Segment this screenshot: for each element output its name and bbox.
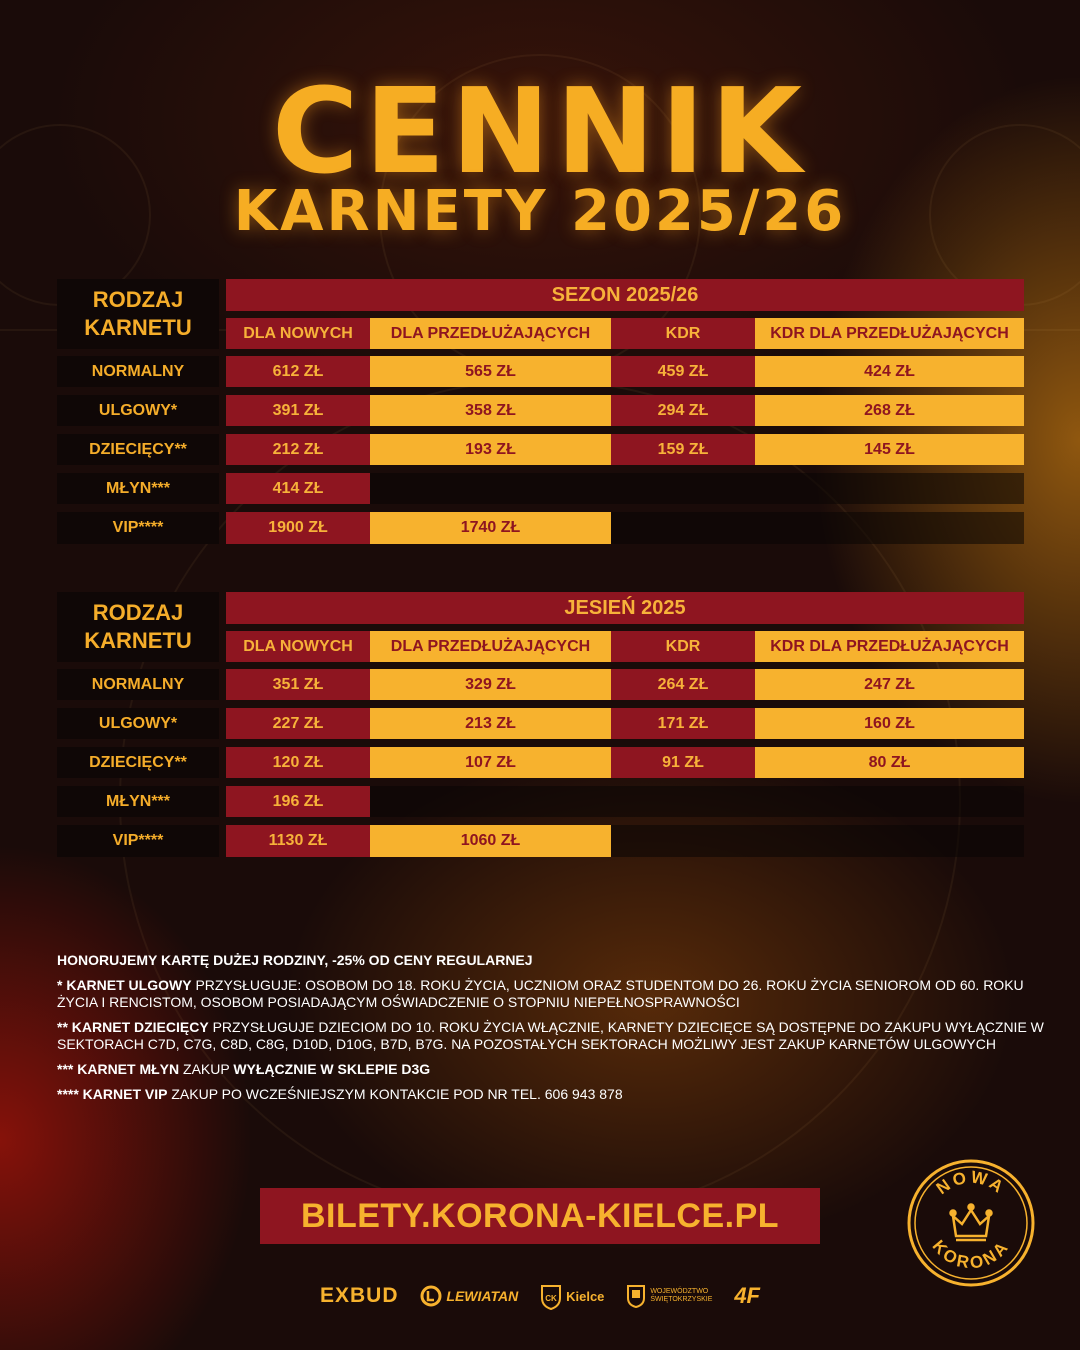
empty-cell <box>611 825 1024 857</box>
sponsor-4f-logo: 4F <box>734 1283 760 1308</box>
row-label: VIP**** <box>57 512 219 544</box>
kielce-crest-letters: CK <box>545 1294 557 1303</box>
price-cell: 196 ZŁ <box>226 786 370 817</box>
price-cell: 159 ZŁ <box>611 434 755 465</box>
kielce-crest-icon <box>540 1282 562 1310</box>
price-cell: 171 ZŁ <box>611 708 755 739</box>
sponsor-lewiatan-logo: LEWIATAN <box>420 1285 518 1307</box>
price-cell: 565 ZŁ <box>370 356 611 387</box>
note-mlyn: *** KARNET MŁYN ZAKUP WYŁĄCZNIE W SKLEPIE D3G <box>57 1061 431 1077</box>
price-cell: 91 ZŁ <box>611 747 755 778</box>
price-cell: 414 ZŁ <box>226 473 370 504</box>
price-cell: 227 ZŁ <box>226 708 370 739</box>
row-label: DZIECIĘCY** <box>57 747 219 778</box>
footnotes <box>57 952 1047 1111</box>
row-label: MŁYN*** <box>57 786 219 817</box>
price-cell: 1740 ZŁ <box>370 512 611 544</box>
svg-text:KORONA <box>929 1236 1014 1272</box>
price-cell: 358 ZŁ <box>370 395 611 426</box>
price-table-season <box>57 279 1024 544</box>
column-header: KDR <box>611 318 755 349</box>
price-cell: 1060 ZŁ <box>370 825 611 857</box>
badge-bottom-text: KORONA <box>928 1236 1014 1273</box>
row-label: NORMALNY <box>57 669 219 700</box>
price-cell: 329 ZŁ <box>370 669 611 700</box>
price-cell: 294 ZŁ <box>611 395 755 426</box>
price-cell: 1130 ZŁ <box>226 825 370 857</box>
note-dzieciecy: ** KARNET DZIECIĘCY PRZYSŁUGUJE DZIECIOM DO 10. ROKU ŻYCIA WŁĄCZNIE, KARNETY DZIECIĘCE SĄ DOSTĘPNE DO ZAKUPU WYŁĄCZNIE W SEKTORACH C7D, C7G, C8D, C8G, D10D, D10G, B7D, B7G. NA POZOSTAŁYCH SEKTORACH MOŻLIWY JEST ZAKUP KARNETÓW ULGOWYCH <box>57 1019 1044 1052</box>
empty-cell <box>370 786 1024 817</box>
price-cell: 1900 ZŁ <box>226 512 370 544</box>
row-label: ULGOWY* <box>57 395 219 426</box>
row-label: VIP**** <box>57 825 219 857</box>
price-cell: 247 ZŁ <box>755 669 1024 700</box>
column-header: DLA NOWYCH <box>226 631 370 662</box>
price-cell: 612 ZŁ <box>226 356 370 387</box>
badge-top-text: NOWA <box>932 1167 1010 1199</box>
note-ulgowy: * KARNET ULGOWY PRZYSŁUGUJE: OSOBOM DO 18. ROKU ŻYCIA, UCZNIOM ORAZ STUDENTOM DO 26. ROKU ŻYCIA SENIOROM OD 60. ROKU ŻYCIA I RENCISTOM, OSOBOM POSIADAJĄCYM OŚWIADCZENIE O STOPNIU NIEPEŁNOSPRAWNOŚCI <box>57 977 1024 1010</box>
sponsor-wojewodztwo-logo: WOJEWÓDZTWO ŚWIĘTOKRZYSKIE <box>626 1284 712 1308</box>
column-header: KDR <box>611 631 755 662</box>
note-vip: **** KARNET VIP ZAKUP PO WCZEŚNIEJSZYM KONTAKCIE POD NR TEL. 606 943 878 <box>57 1086 623 1102</box>
sponsor-bar <box>320 1276 760 1316</box>
column-header: DLA PRZEDŁUŻAJĄCYCH <box>370 318 611 349</box>
season-header: SEZON 2025/26 <box>226 279 1024 311</box>
row-label: ULGOWY* <box>57 708 219 739</box>
type-header: RODZAJ KARNETU <box>57 279 219 349</box>
sponsor-kielce-logo: CK Kielce <box>540 1282 604 1310</box>
price-cell: 193 ZŁ <box>370 434 611 465</box>
sponsor-exbud-logo: EXBUD <box>320 1284 399 1307</box>
row-label: NORMALNY <box>57 356 219 387</box>
row-label: MŁYN*** <box>57 473 219 504</box>
price-cell: 80 ZŁ <box>755 747 1024 778</box>
price-cell: 145 ZŁ <box>755 434 1024 465</box>
price-cell: 424 ZŁ <box>755 356 1024 387</box>
type-header: RODZAJ KARNETU <box>57 592 219 662</box>
price-cell: 120 ZŁ <box>226 747 370 778</box>
column-header: DLA NOWYCH <box>226 318 370 349</box>
lewiatan-icon <box>420 1285 442 1307</box>
price-cell: 160 ZŁ <box>755 708 1024 739</box>
empty-cell <box>370 473 1024 504</box>
price-cell: 351 ZŁ <box>226 669 370 700</box>
price-cell: 212 ZŁ <box>226 434 370 465</box>
tickets-url-link[interactable]: BILETY.KORONA-KIELCE.PL <box>260 1188 820 1244</box>
price-cell: 268 ZŁ <box>755 395 1024 426</box>
note-kdr: HONORUJEMY KARTĘ DUŻEJ RODZINY, -25% OD CENY REGULARNEJ <box>57 952 533 968</box>
price-cell: 213 ZŁ <box>370 708 611 739</box>
page-subtitle: KARNETY 2025/26 <box>233 179 847 244</box>
empty-cell <box>611 512 1024 544</box>
column-header: KDR DLA PRZEDŁUŻAJĄCYCH <box>755 318 1024 349</box>
season-header: JESIEŃ 2025 <box>226 592 1024 624</box>
svg-text:NOWA <box>933 1167 1009 1198</box>
page-title: CENNIK <box>271 62 809 200</box>
price-cell: 391 ZŁ <box>226 395 370 426</box>
column-header: KDR DLA PRZEDŁUŻAJĄCYCH <box>755 631 1024 662</box>
price-table-autumn <box>57 592 1024 857</box>
wojewodztwo-crest-icon <box>626 1284 646 1308</box>
crown-icon <box>951 1205 992 1241</box>
row-label: DZIECIĘCY** <box>57 434 219 465</box>
price-cell: 107 ZŁ <box>370 747 611 778</box>
price-cell: 264 ZŁ <box>611 669 755 700</box>
column-header: DLA PRZEDŁUŻAJĄCYCH <box>370 631 611 662</box>
nowa-korona-badge <box>906 1158 1036 1288</box>
price-cell: 459 ZŁ <box>611 356 755 387</box>
